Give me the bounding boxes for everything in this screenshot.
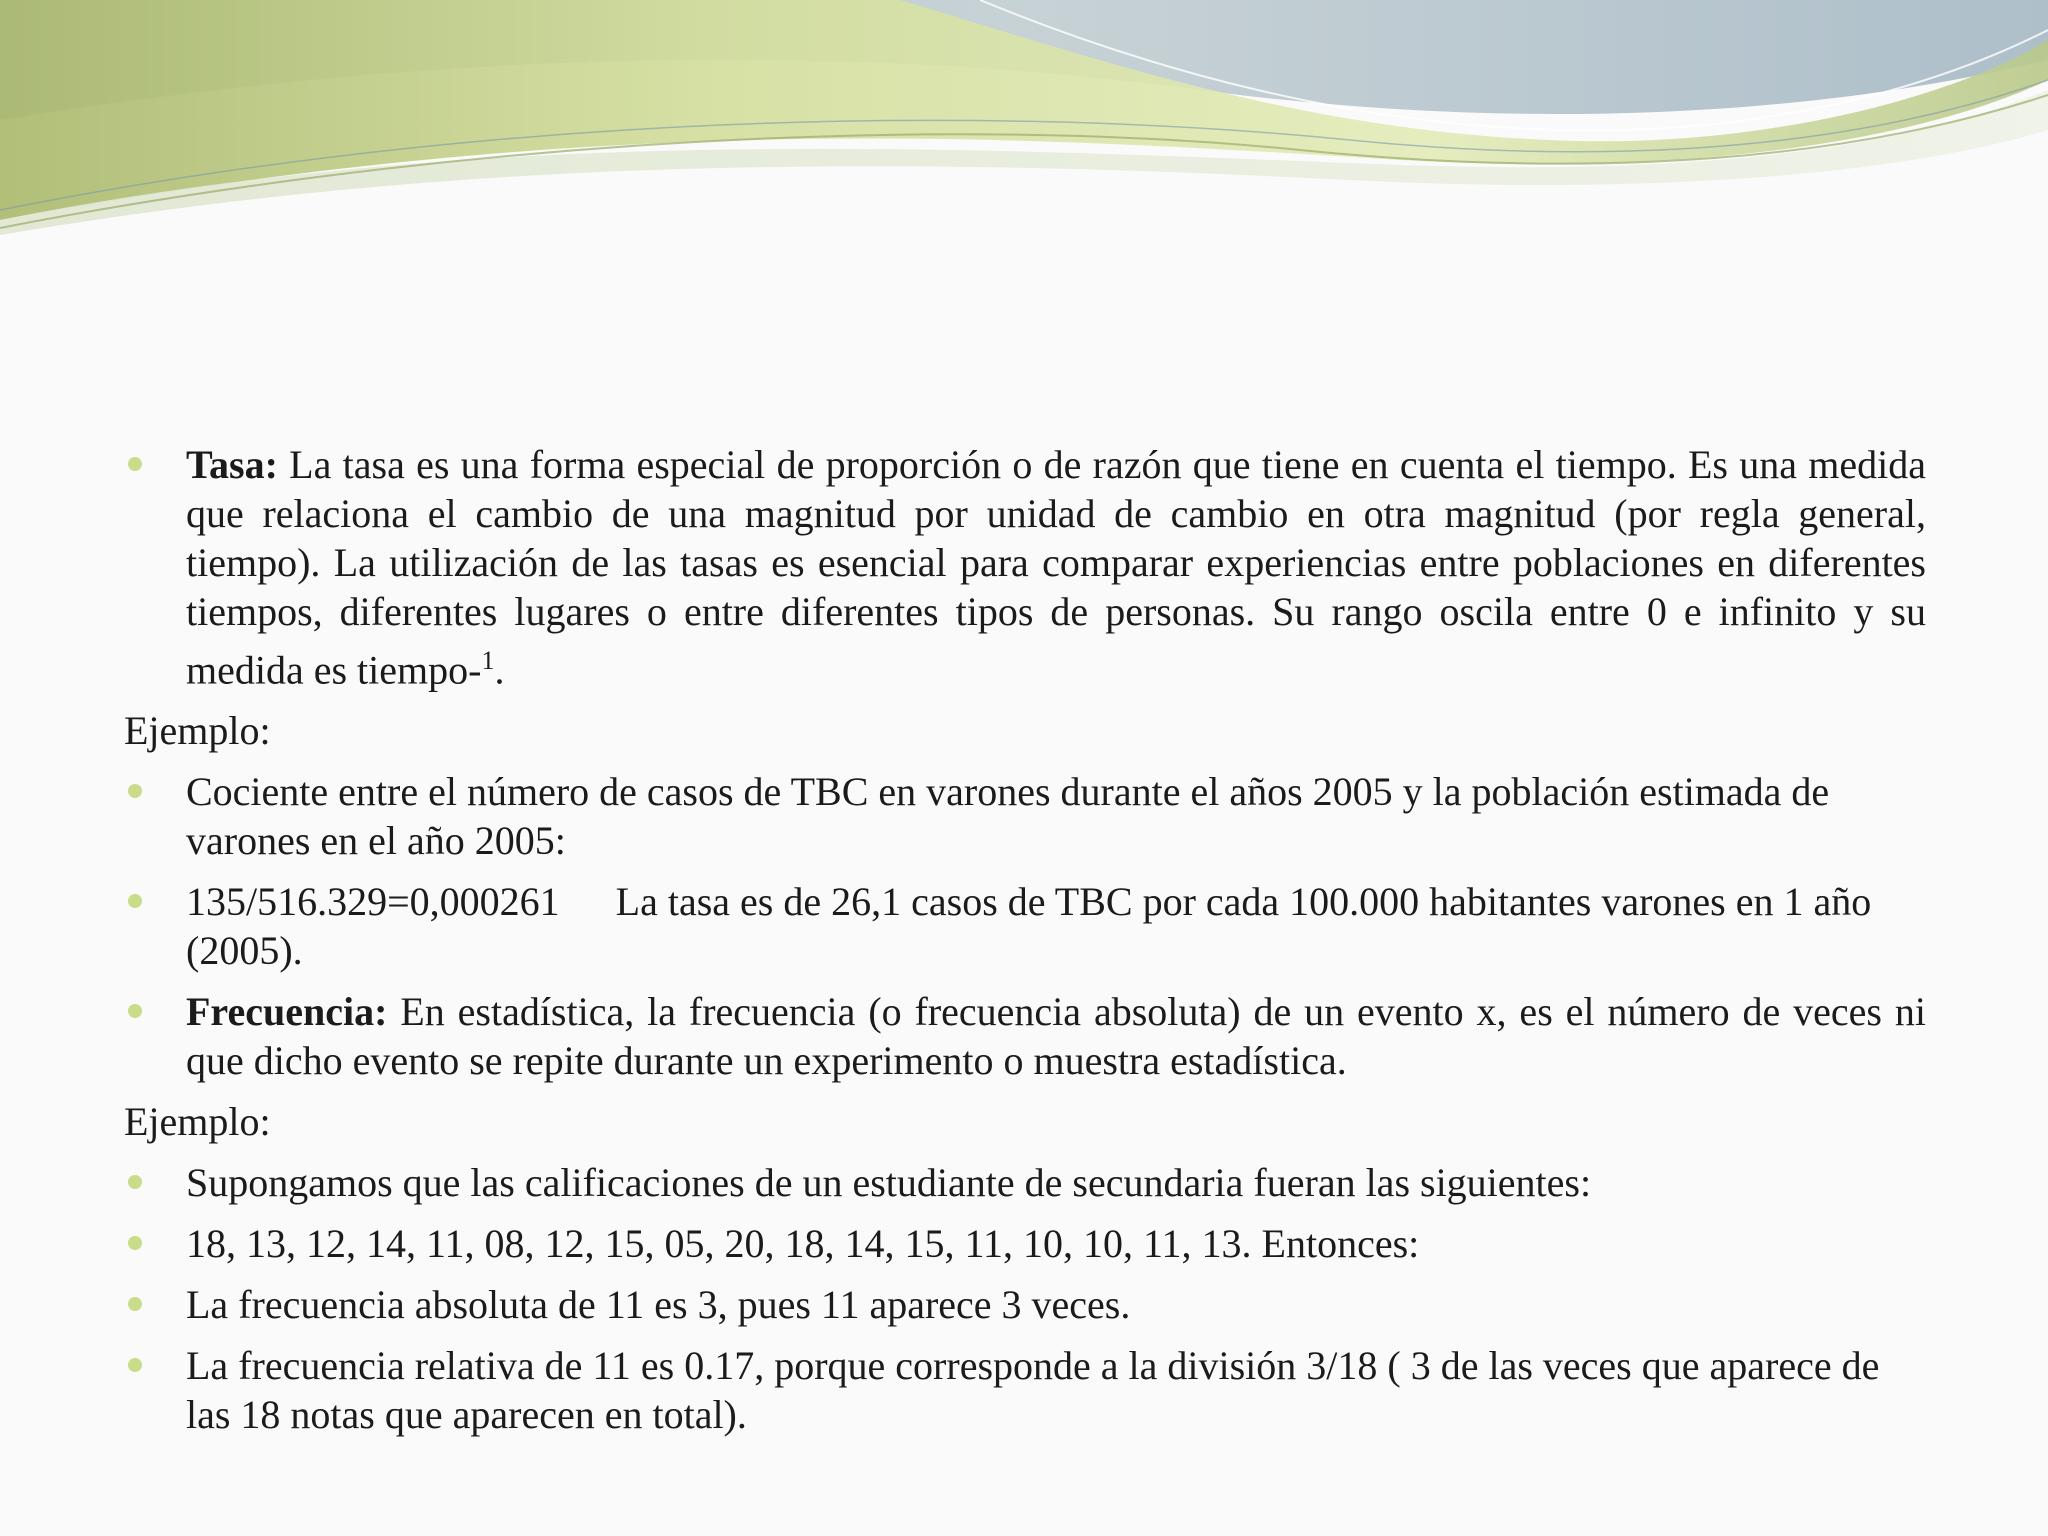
tasa-superscript: 1 — [481, 646, 495, 675]
list-item — [124, 1341, 1926, 1439]
list-item — [124, 1219, 1926, 1268]
bullet-frecuencia — [124, 987, 1926, 1085]
bullet-dot-icon — [128, 1297, 142, 1311]
tasa-term: Tasa: — [186, 442, 278, 487]
item-text: 18, 13, 12, 14, 11, 08, 12, 15, 05, 20, 18, 14, 15, 11, 10, 10, 11, 13. Entonces: — [186, 1221, 1420, 1267]
tasa-definition: La tasa es una forma especial de proporción o de razón que tiene en cuenta el tiempo. Es una medida que relaciona el cambio de una magnitud por unidad de cambio en otra magnitud (por regla general, tiempo). La utilización de las tasas es esencial para comparar experiencias entre poblaciones en diferentes tiempos, diferentes lugares o entre diferentes tipos de personas. Su rango oscila entre 0 e infinito y su medida es tiempo- — [186, 442, 1926, 693]
bullet-dot-icon — [128, 1358, 142, 1372]
decorative-wave-header — [0, 0, 2048, 260]
list-item — [124, 1280, 1926, 1329]
bullet-dot-icon — [128, 457, 142, 471]
calc-formula: 135/516.329=0,000261 — [186, 879, 560, 925]
bullet-dot-icon — [128, 784, 142, 798]
example-label-2: Ejemplo: — [124, 1099, 271, 1145]
tbc-text: Cociente entre el número de casos de TBC en varones durante el años 2005 y la población estimada de varones en el año 2005: — [186, 769, 1830, 864]
frecuencia-term: Frecuencia: — [186, 989, 388, 1035]
item-text: La frecuencia absoluta de 11 es 3, pues 11 aparece 3 veces. — [186, 1282, 1131, 1328]
tasa-end: . — [494, 647, 505, 693]
bullet-dot-icon — [128, 1004, 142, 1018]
item-text: La frecuencia relativa de 11 es 0.17, porque corresponde a la división 3/18 ( 3 de las veces que aparece de las 18 notas que aparecen en total). — [186, 1343, 1880, 1438]
slide-content — [124, 440, 1926, 1451]
example-label-1: Ejemplo: — [124, 708, 271, 754]
list-item — [124, 1158, 1926, 1207]
calc-result: La tasa es de 26,1 casos de TBC por cada 100.000 habitantes varones en 1 año (2005). — [186, 879, 1872, 974]
bullet-dot-icon — [128, 1175, 142, 1189]
bullet-tasa — [124, 440, 1926, 694]
frecuencia-definition: En estadística, la frecuencia (o frecuencia absoluta) de un evento x, es el número de veces ni que dicho evento se repite durante un experimento o muestra estadística. — [186, 989, 1926, 1084]
item-text: Supongamos que las calificaciones de un estudiante de secundaria fueran las siguientes: — [186, 1160, 1592, 1206]
bullet-calculation — [124, 877, 1926, 975]
bullet-dot-icon — [128, 894, 142, 908]
bullet-dot-icon — [128, 1236, 142, 1250]
bullet-tbc — [124, 767, 1926, 865]
